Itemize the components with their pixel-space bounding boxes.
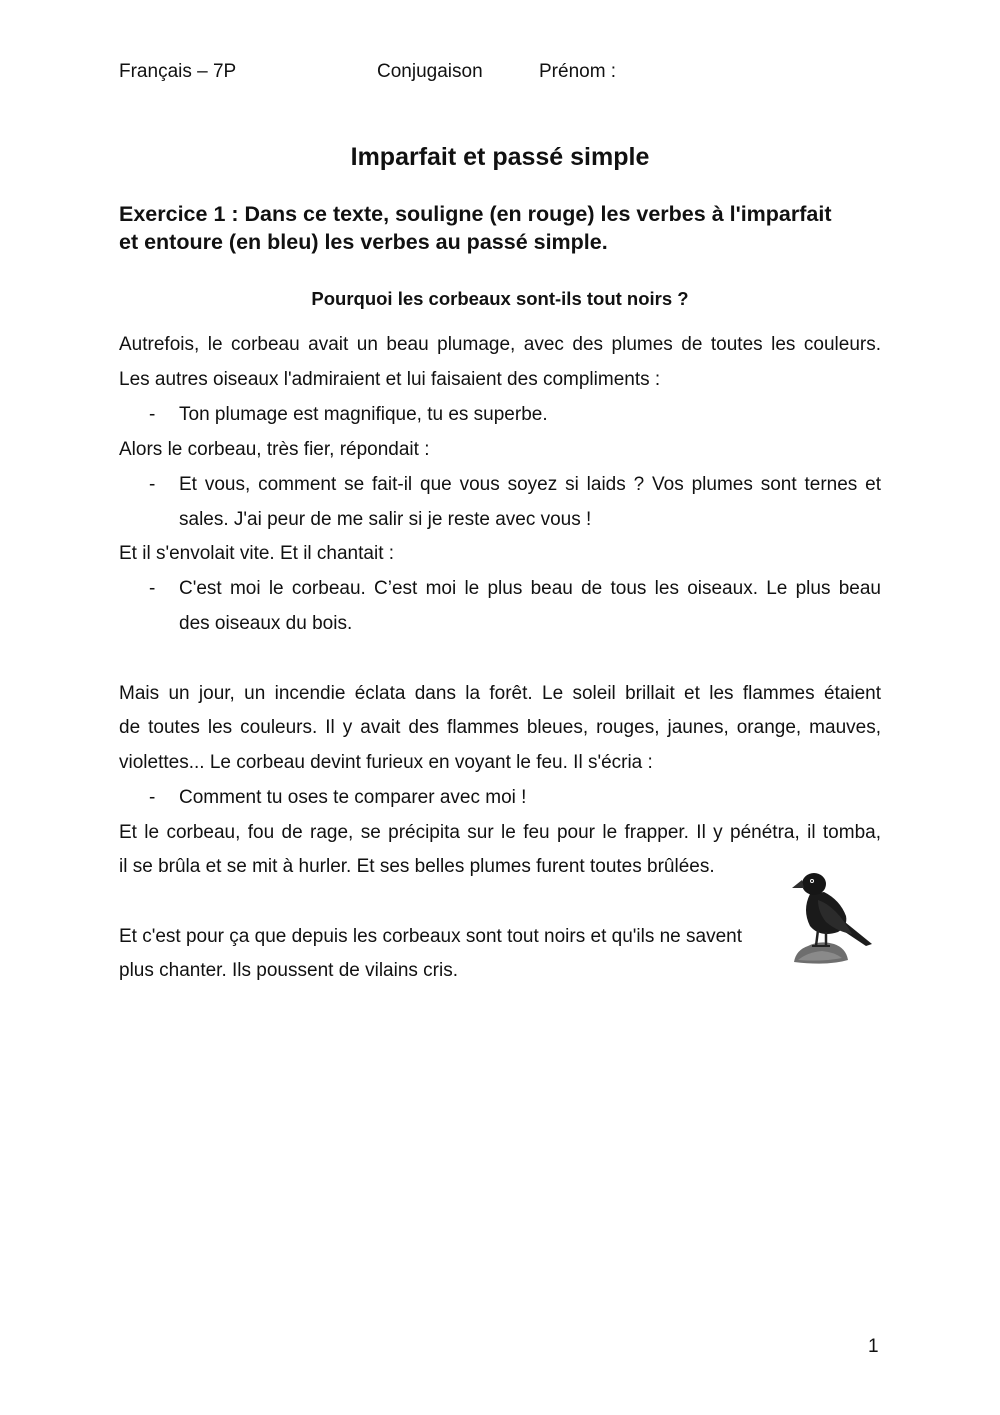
story-line: Et le corbeau, fou de rage, se précipita sur le feu pour le frapper. Il y pénétra, il tomba, (119, 822, 881, 843)
header-name-label: Prénom : (539, 61, 617, 82)
exercise-instruction (119, 200, 889, 256)
story-line: sales. J'ai peur de me salir si je reste avec vous ! (179, 509, 592, 530)
instruction-line-2: et entoure (en bleu) les verbes au passé simple. (119, 230, 608, 254)
story-line: Et c'est pour ça que depuis les corbeaux sont tout noirs et qu'ils ne savent (119, 926, 743, 947)
instruction-line-1: Exercice 1 : Dans ce texte, souligne (en rouge) les verbes à l'imparfait (119, 202, 832, 226)
story-line: Alors le corbeau, très fier, répondait : (119, 439, 430, 460)
dialogue-dash: - (149, 404, 156, 425)
story-line: violettes... Le corbeau devint furieux en voyant le feu. Il s'écria : (119, 752, 653, 773)
story-line: de toutes les couleurs. Il y avait des flammes bleues, rouges, jaunes, orange, mauves, (119, 717, 881, 738)
header-subject: Français – 7P (119, 61, 237, 82)
story-line: Ton plumage est magnifique, tu es superbe. (179, 404, 548, 425)
crow-icon (788, 866, 878, 970)
story-line: Mais un jour, un incendie éclata dans la forêt. Le soleil brillait et les flammes étaient (119, 683, 881, 704)
dialogue-dash: - (149, 787, 156, 808)
story-line: Et il s'envolait vite. Et il chantait : (119, 543, 395, 564)
story-line: Les autres oiseaux l'admiraient et lui faisaient des compliments : (119, 369, 661, 390)
story-line: Comment tu oses te comparer avec moi ! (179, 787, 527, 808)
story-line: des oiseaux du bois. (179, 613, 353, 634)
story-line: Et vous, comment se fait-il que vous soyez si laids ? Vos plumes sont ternes et (179, 474, 881, 495)
page-title: Imparfait et passé simple (350, 143, 650, 171)
dialogue-dash: - (149, 578, 156, 599)
story-line: C'est moi le corbeau. C’est moi le plus beau de tous les oiseaux. Le plus beau (179, 578, 881, 599)
story-line: plus chanter. Ils poussent de vilains cris. (119, 960, 459, 981)
story-line: Autrefois, le corbeau avait un beau plumage, avec des plumes de toutes les couleurs. (119, 334, 881, 355)
dialogue-dash: - (149, 474, 156, 495)
header-topic: Conjugaison (377, 61, 483, 82)
page-number: 1 (868, 1336, 879, 1357)
story-title: Pourquoi les corbeaux sont-ils tout noirs ? (311, 288, 689, 309)
story-line: il se brûla et se mit à hurler. Et ses belles plumes furent toutes brûlées. (119, 856, 715, 877)
